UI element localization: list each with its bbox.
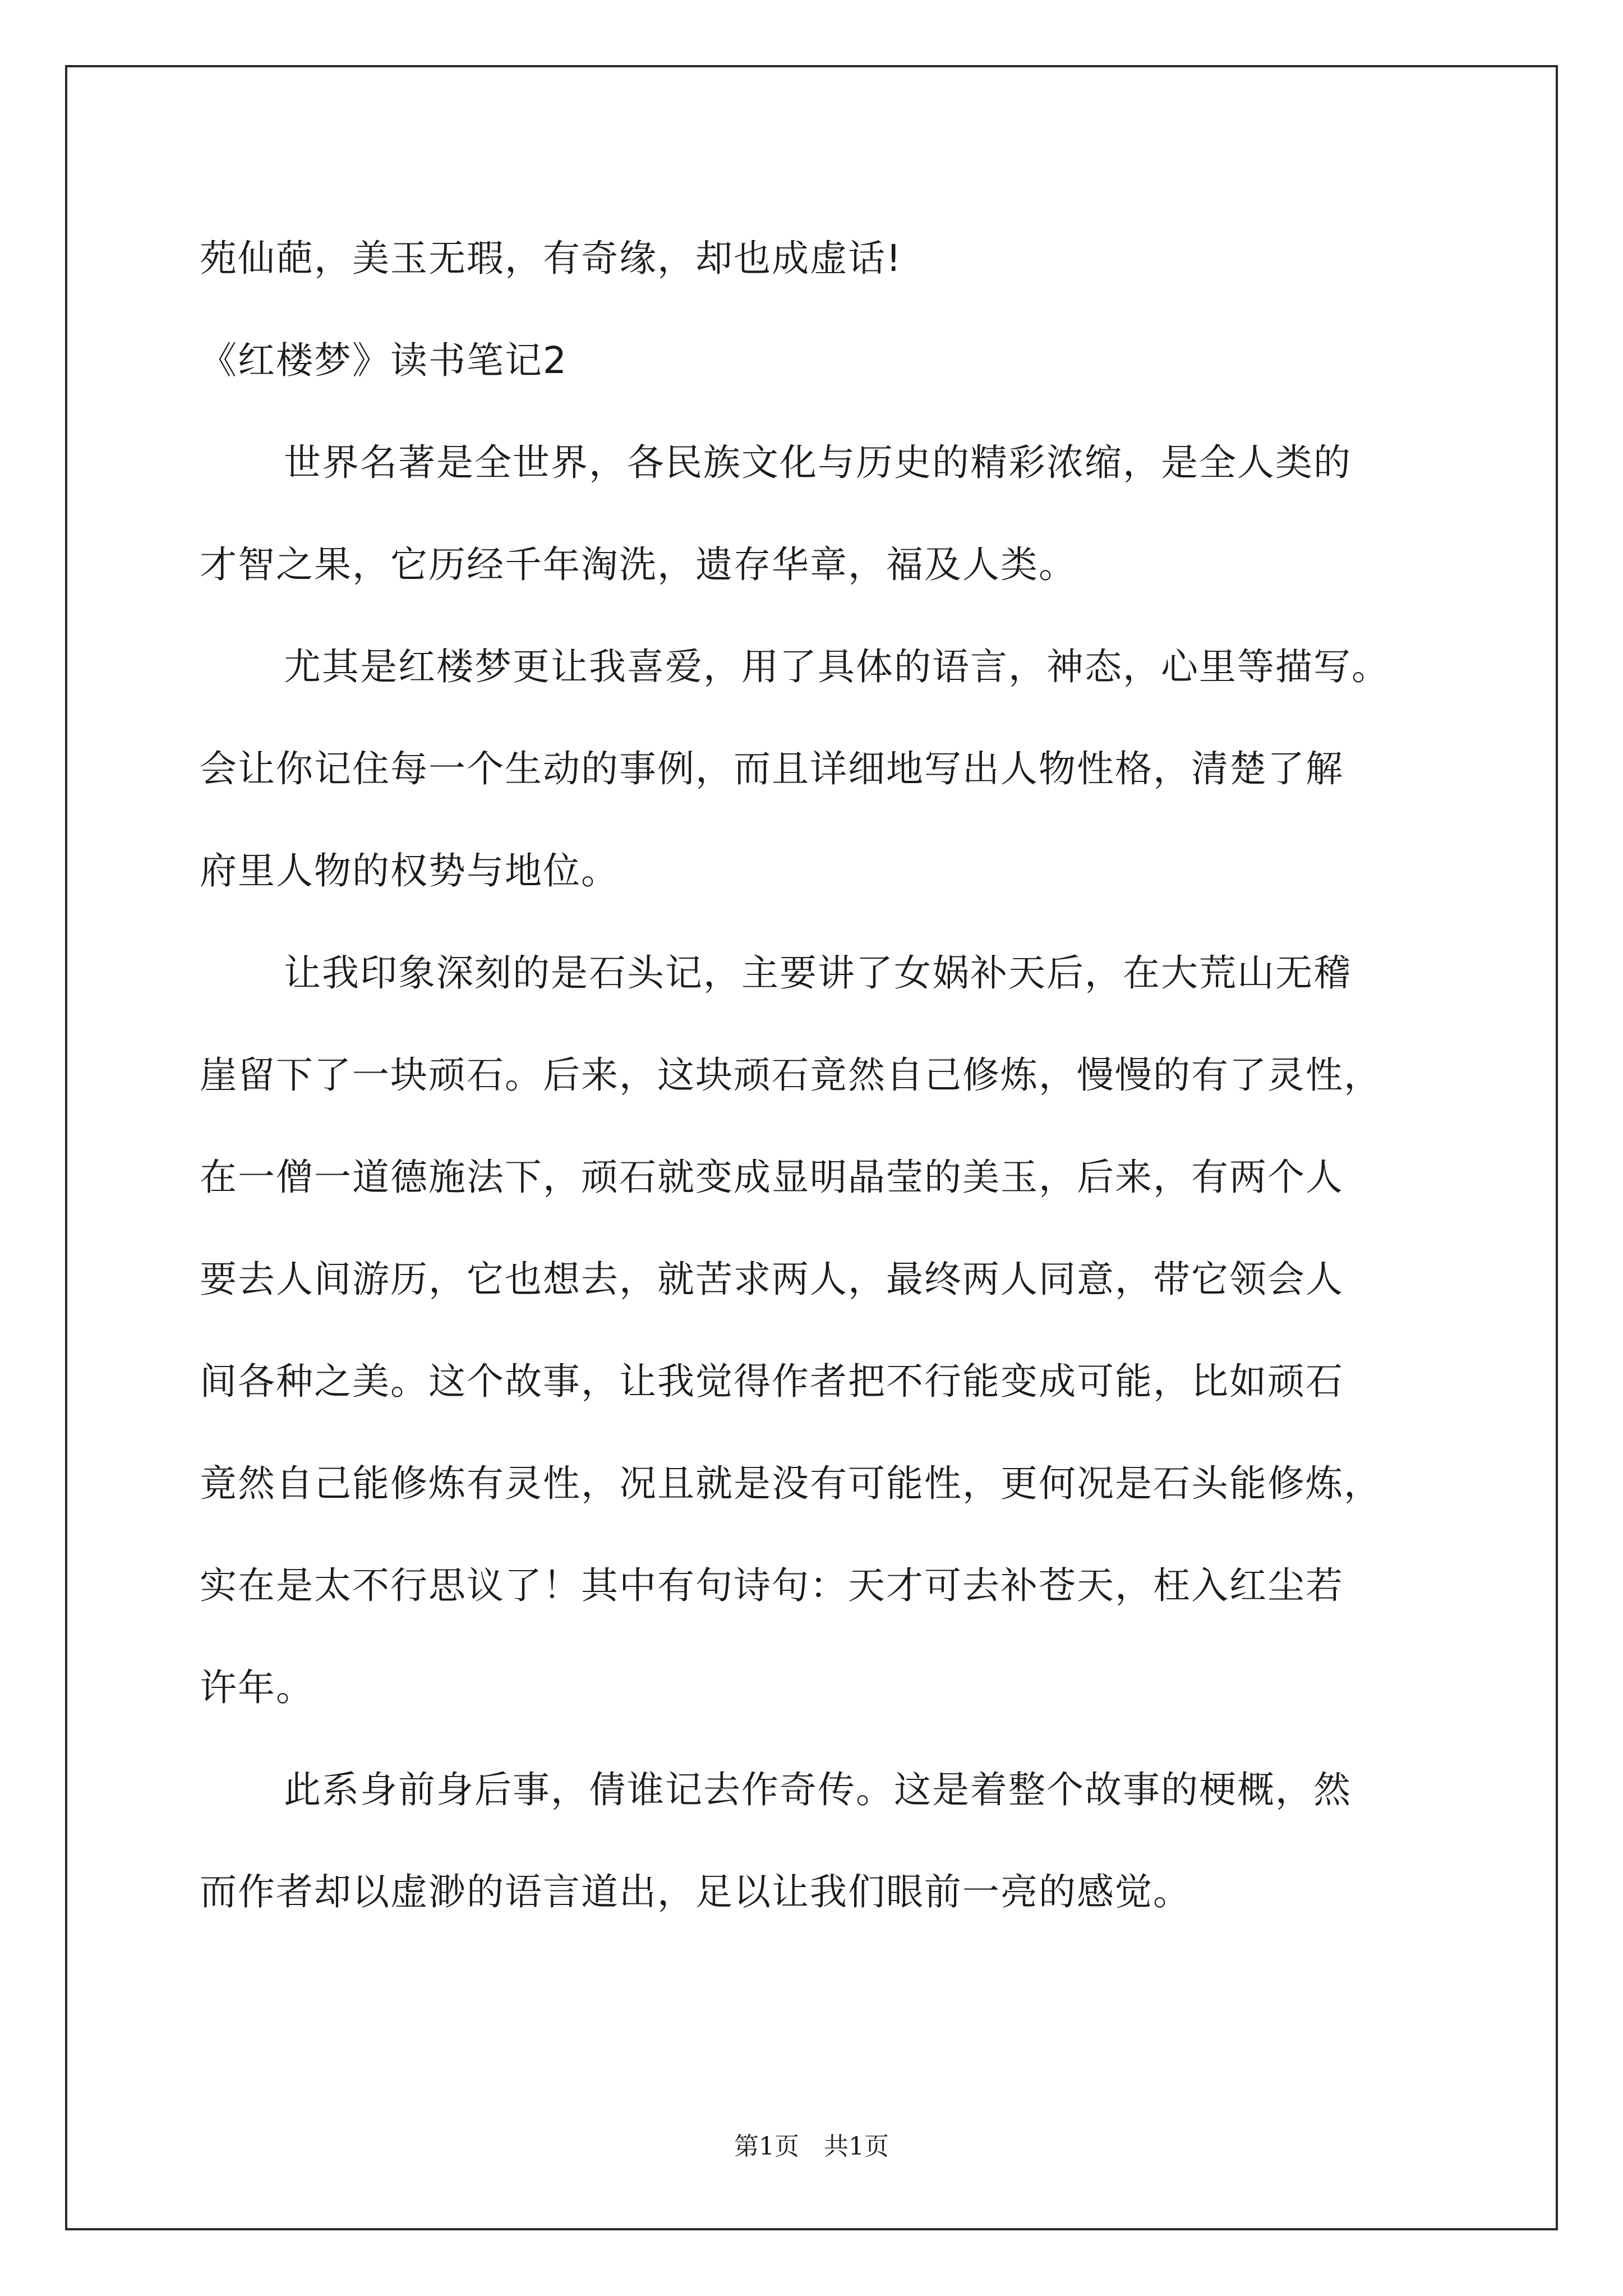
paragraph-line: 崖留下了一块顽石。后来，这块顽石竟然自己修炼，慢慢的有了灵性， (200, 1053, 1382, 1097)
paragraph-line: 世界名著是全世界，各民族文化与历史的精彩浓缩，是全人类的 (284, 441, 1352, 484)
paragraph-line: 间各种之美。这个故事，让我觉得作者把不行能变成可能，比如顽石 (200, 1360, 1344, 1403)
paragraph-line: 要去人间游历，它也想去，就苦求两人，最终两人同意，带它领会人 (200, 1258, 1344, 1301)
paragraph-line: 许年。 (200, 1666, 314, 1709)
paragraph-line: 尤其是红楼梦更让我喜爱，用了具体的语言，神态，心里等描写。 (284, 645, 1390, 688)
paragraph-line: 让我印象深刻的是石头记，主要讲了女娲补天后，在大荒山无稽 (284, 951, 1352, 995)
paragraph-line: 实在是太不行思议了！其中有句诗句：天才可去补苍天，枉入红尘若 (200, 1564, 1344, 1607)
paragraph-line: 而作者却以虚渺的语言道出，足以让我们眼前一亮的感觉。 (200, 1870, 1191, 1913)
paragraph-line: 竟然自己能修炼有灵性，况且就是没有可能性，更何况是石头能修炼， (200, 1462, 1382, 1505)
page-footer: 第1页 共1页 (734, 2132, 889, 2161)
section-heading: 《红楼梦》读书笔记2 (200, 339, 568, 382)
text-line-1: 苑仙葩，美玉无瑕，有奇缘，却也成虚话! (200, 237, 902, 280)
paragraph-line: 会让你记住每一个生动的事例，而且详细地写出人物性格，清楚了解 (200, 747, 1344, 790)
paragraph-line: 在一僧一道德施法下，顽石就变成显明晶莹的美玉，后来，有两个人 (200, 1156, 1344, 1199)
paragraph-line: 此系身前身后事，倩谁记去作奇传。这是着整个故事的梗概，然 (284, 1768, 1352, 1811)
document-body (200, 208, 1428, 1943)
paragraph-line: 府里人物的权势与地位。 (200, 849, 619, 892)
paragraph-line: 才智之果，它历经千年淘洗，遗存华章，福及人类。 (200, 543, 1077, 586)
